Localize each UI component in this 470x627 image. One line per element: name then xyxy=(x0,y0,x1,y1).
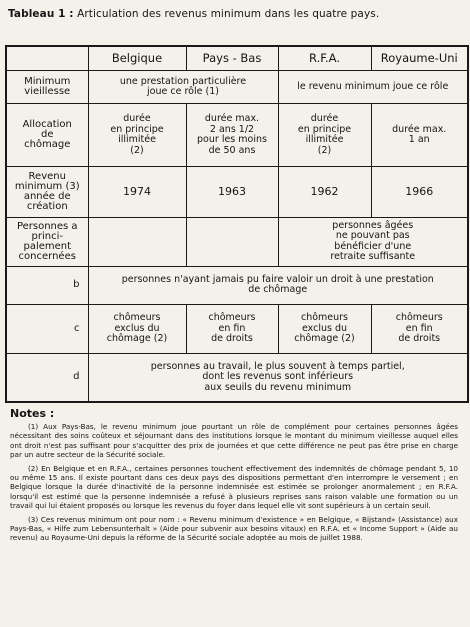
col-header-belgique: Belgique xyxy=(88,46,186,70)
row-revenu-minimum xyxy=(6,167,468,218)
row-personnes-c xyxy=(6,305,468,354)
col-header-rfa: R.F.A. xyxy=(278,46,371,70)
cell-allocation-ru: durée max. 1 an xyxy=(371,104,468,167)
cell-minimum-rfa-ru: le revenu minimum joue ce rôle xyxy=(278,70,468,103)
row-personnes-d xyxy=(6,353,468,402)
cell-personnes-a-paysbas xyxy=(186,217,278,266)
col-header-royaume-uni: Royaume-Uni xyxy=(371,46,468,70)
cell-personnes-c-paysbas: chômeurs en fin de droits xyxy=(186,305,278,354)
row-header-personnes-concernees: Personnes a princi- palement concernées xyxy=(6,217,88,266)
row-personnes-a xyxy=(6,217,468,266)
notes-section xyxy=(10,422,458,547)
row-letter-b: b xyxy=(6,266,88,305)
cell-year-ru: 1966 xyxy=(371,167,468,218)
row-letter-c: c xyxy=(6,305,88,354)
row-header-allocation-chomage: Allocation de chômage xyxy=(6,104,88,167)
col-header-pays-bas: Pays - Bas xyxy=(186,46,278,70)
cell-year-rfa: 1962 xyxy=(278,167,371,218)
cell-personnes-a-rfa-ru: personnes âgées ne pouvant pas bénéficier d'une retraite suffisante xyxy=(278,217,468,266)
note-1: (1) Aux Pays-Bas, le revenu minimum joue pourtant un rôle de complément pour certaines personnes âgées nécessitant des soins coûteux et séjournant dans des institutions lorsque le montant du minimum vieillesse auquel elles ont droit n'est pas suffisant pour s'acquitter des prix de journées et que cette différence ne peut pas être prise en charge par un autre secteur de la Sécurité sociale. xyxy=(10,422,458,460)
table-title-number: Tableau 1 : xyxy=(8,8,74,20)
table-title-text: Articulation des revenus minimum dans les quatre pays. xyxy=(77,8,380,20)
cell-allocation-paysbas: durée max. 2 ans 1/2 pour les moins de 50 ans xyxy=(186,104,278,167)
row-letter-d: d xyxy=(6,353,88,402)
cell-year-belgique: 1974 xyxy=(88,167,186,218)
cell-personnes-c-ru: chômeurs en fin de droits xyxy=(371,305,468,354)
note-2: (2) En Belgique et en R.F.A., certaines personnes touchent effectivement des indemnités de chômage pendant 5, 10 ou même 15 ans. Il existe pourtant dans ces deux pays des dispositions permettant d'en interrompre le versement ; en Belgique lorsque la durée d'inactivité de la personne indemnisée est estimée se prolonger anormalement ; en R.F.A. lorsqu'il est estimé que la personne indemnisée a refusé à plusieurs reprises sans raison valable une formation ou un travail qui lui étaient proposés ou lorsque les revenus du foyer dans lequel elle vit sont supérieurs à un certain seuil. xyxy=(10,463,458,511)
cell-allocation-rfa: durée en principe illimitée (2) xyxy=(278,104,371,167)
row-header-revenu-minimum: Revenu minimum (3) année de création xyxy=(6,167,88,218)
cell-personnes-c-belgique: chômeurs exclus du chômage (2) xyxy=(88,305,186,354)
cell-year-paysbas: 1963 xyxy=(186,167,278,218)
cell-personnes-d: personnes au travail, le plus souvent à temps partiel, dont les revenus sont inférieurs aux seuils du revenu minimum xyxy=(88,353,468,402)
row-header-minimum-vieillesse: Minimum vieillesse xyxy=(6,70,88,103)
row-minimum-vieillesse xyxy=(6,70,468,103)
cell-personnes-b: personnes n'ayant jamais pu faire valoir un droit à une prestation de chômage xyxy=(88,266,468,305)
cell-minimum-belgique-paysbas: une prestation particulière joue ce rôle (1) xyxy=(88,70,278,103)
notes-title: Notes : xyxy=(10,407,55,420)
row-personnes-b xyxy=(6,266,468,305)
header-row xyxy=(6,46,468,70)
comparison-table xyxy=(5,45,469,403)
cell-personnes-c-rfa: chômeurs exclus du chômage (2) xyxy=(278,305,371,354)
table-title xyxy=(8,8,379,20)
cell-personnes-a-belgique xyxy=(88,217,186,266)
cell-allocation-belgique: durée en principe illimitée (2) xyxy=(88,104,186,167)
corner-cell xyxy=(6,46,88,70)
row-allocation-chomage xyxy=(6,104,468,167)
note-3: (3) Ces revenus minimum ont pour nom : « Revenu minimum d'existence » en Belgique, « Bijstand» (Assistance) aux Pays-Bas, « Hilfe zum Lebensunterhalt » (Aide pour subvenir aux besoins vitaux) en R.F.A. et « Income Support » (Aide au revenu) au Royaume-Uni depuis la réforme de la Sécurité sociale adoptée au mois de juillet 1988. xyxy=(10,514,458,543)
